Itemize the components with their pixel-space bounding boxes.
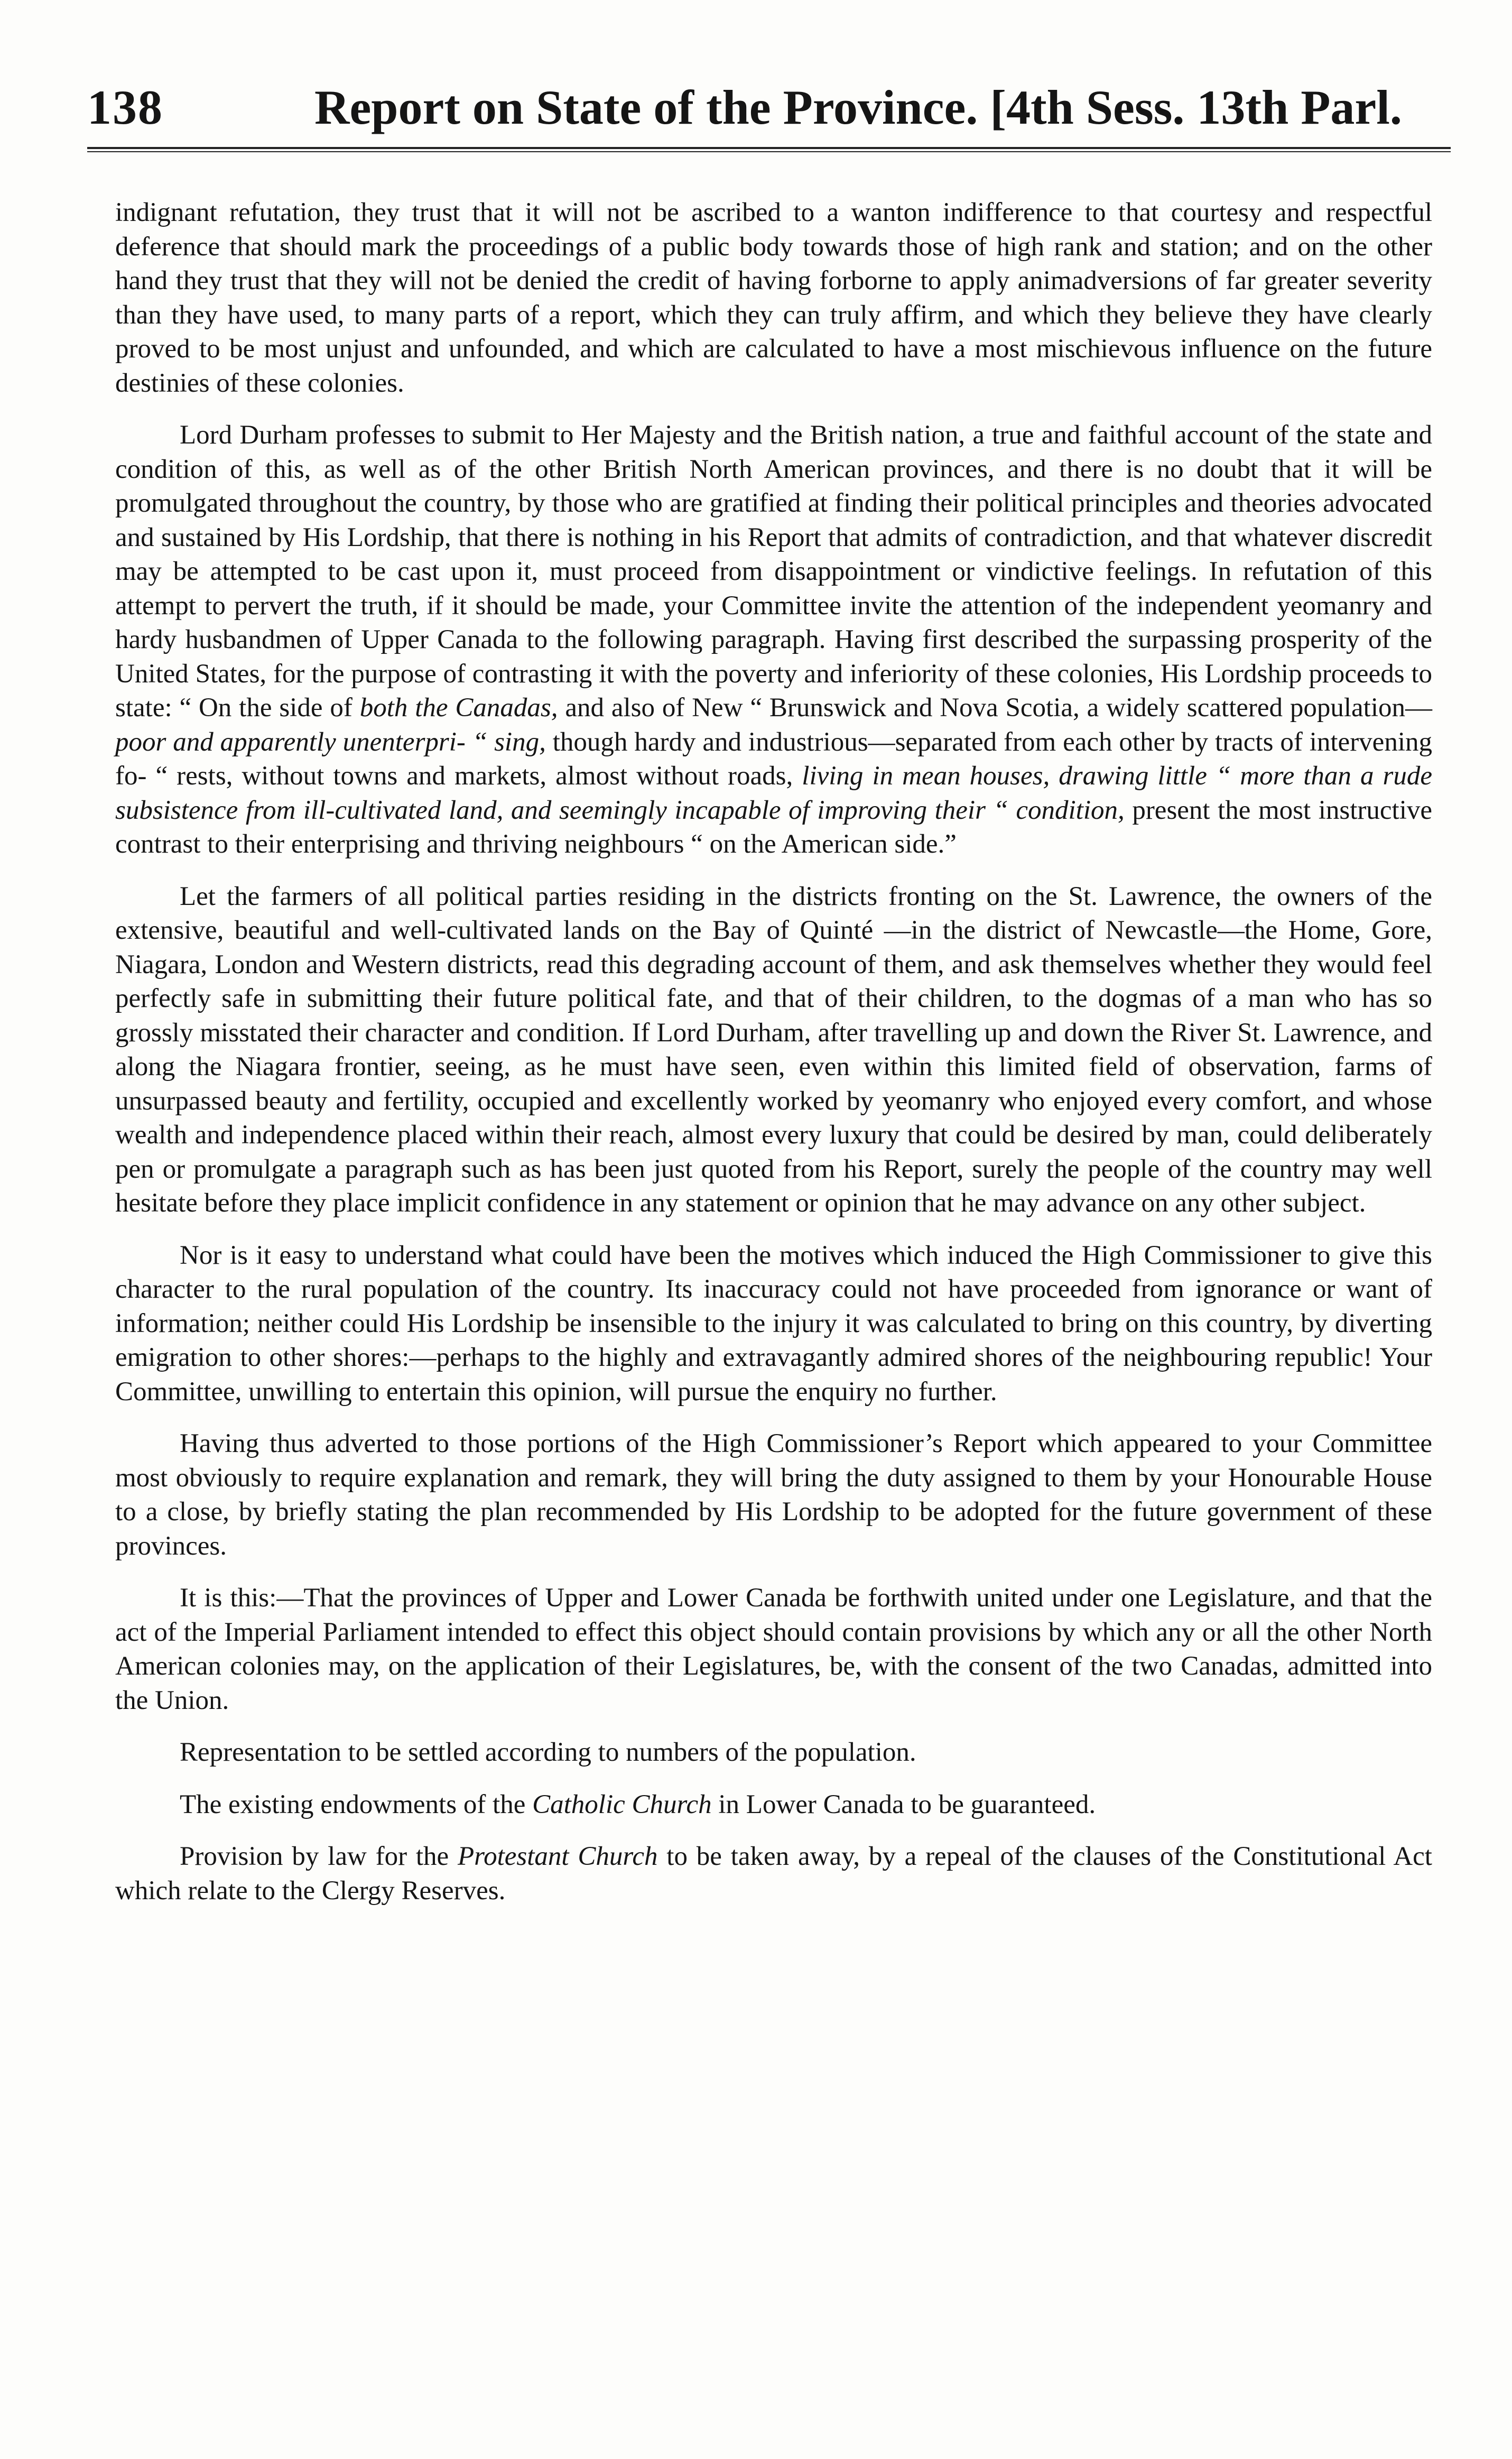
paragraph-text: Let the farmers of all political parties residing in the districts fronting on the St. Lawrence, the owners of the extensive, beautiful and well-cultivated lands on the Bay of Quinté —in the district of Newcastle—the Home, Gore, Niagara, London and Western districts, read this degrading account of them, and ask themselves whether they would feel perfectly safe in submitting their future political fate, and that of their children, to the dogmas of a man who has so grossly misstated their character and condition. If Lord Durham, after travelling up and down the River St. Lawrence, and along the Niagara frontier, seeing, as he must have seen, even within this limited field of observation, farms of unsurpassed beauty and fertility, occupied and excellently worked by yeomanry who enjoyed every comfort, and whose wealth and independence placed within their reach, almost every luxury that could be desired by man, could deliberately pen or promulgate a paragraph such as has been just quoted from his Report, surely the people of the country may well hesitate before they place implicit confidence in any statement or opinion that he may advance on any other subject. <box>115 881 1432 1218</box>
paragraph-durham-account <box>115 418 1432 862</box>
page-number: 138 <box>87 80 163 134</box>
italic-quote: living in mean houses, drawing little “ more than a rude subsistence from ill-cultivated land, and seemingly incapable of improving their “ condition, <box>115 761 1432 825</box>
report-body <box>115 196 1432 1908</box>
header-rule-thick <box>87 147 1451 149</box>
header-rule-thin <box>87 151 1451 152</box>
paragraph-union <box>115 1581 1432 1717</box>
paragraph-protestant-church <box>115 1839 1432 1908</box>
paragraph-text: and also of New “ Brunswick and Nova Scotia, a widely scattered population— <box>558 693 1432 723</box>
paragraph-text: in Lower Canada to be guaranteed. <box>711 1789 1096 1819</box>
paragraph-continuation <box>115 196 1432 400</box>
paragraph-text: indignant refutation, they trust that it will not be ascribed to a wanton indifference to that courtesy and respectful deference that should mark the proceedings of a public body towards those of high rank and station; and on the other hand they trust that they will not be denied the credit of having forborne to apply animadversions of far greater severity than they have used, to many parts of a report, which they can truly affirm, and which they believe they have clearly proved to be most unjust and unfounded, and which are calculated to have a most mischievous influence on the future destinies of these colonies. <box>115 198 1432 398</box>
paragraph-text: The existing endowments of the <box>180 1789 533 1819</box>
page-header <box>87 69 1451 137</box>
paragraph-text: Provision by law for the <box>180 1842 458 1871</box>
paragraph-text: Representation to be settled according to numbers of the population. <box>180 1737 916 1767</box>
paragraph-representation <box>115 1735 1432 1770</box>
paragraph-farmers <box>115 880 1432 1221</box>
paragraph-text: Having thus adverted to those portions of the High Commissioner’s Report which appeared to your Committee most obviously to require explanation and remark, they will bring the duty assigned to them by your Honourable House to a close, by briefly stating the plan recommended by His Lordship to be adopted for the future government of these provinces. <box>115 1429 1432 1561</box>
paragraph-text: Lord Durham professes to submit to Her Majesty and the British nation, a true and faithful account of the state and condition of this, as well as of the other British North American provinces, and there is no doubt that it will be promulgated throughout the country, by those who are gratified at finding their political principles and theories advocated and sustained by His Lordship, that there is nothing in his Report that admits of contradiction, and that whatever discredit may be attempted to be cast upon it, must proceed from disappointment or vindictive feelings. In refutation of this attempt to pervert the truth, if it should be made, your Committee invite the attention of the independent yeomanry and hardy husbandmen of Upper Canada to the following paragraph. Having first described the surpassing prosperity of the United States, for the purpose of contrasting it with the poverty and inferiority of these colonies, His Lordship proceeds to state: “ On the side of <box>115 420 1432 723</box>
paragraph-text: present the most instructive contrast to their enterprising and thriving neighbours “ on the American side.” <box>115 795 1433 859</box>
italic-term: Protestant Church <box>457 1842 658 1871</box>
paragraph-plan-intro <box>115 1427 1432 1563</box>
paragraph-motives <box>115 1238 1432 1409</box>
italic-quote: poor and apparently unenterpri- “ sing, <box>115 727 546 757</box>
italic-term: Catholic Church <box>532 1789 712 1819</box>
paragraph-text: to be taken away, by a repeal of the clauses of the Constitutional Act which relate to the Clergy Reserves. <box>115 1842 1432 1906</box>
paragraph-text: though hardy and industrious—separated from each other by tracts of intervening fo- “ rests, without towns and markets, almost without roads, <box>115 727 1432 791</box>
paragraph-catholic-church <box>115 1788 1432 1822</box>
running-title: Report on State of the Province. [4th Sess. 13th Parl. <box>314 80 1402 134</box>
paragraph-text: It is this:—That the provinces of Upper and Lower Canada be forthwith united under one Legislature, and that the act of the Imperial Parliament intended to effect this object should contain provisions by which any or all the other North American colonies may, on the application of their Legislatures, be, with the consent of the two Canadas, admitted into the Union. <box>115 1583 1432 1715</box>
italic-quote: both the Canadas, <box>359 693 558 723</box>
paragraph-text: Nor is it easy to understand what could have been the motives which induced the High Commissioner to give this character to the rural population of the country. Its inaccuracy could not have proceeded from ignorance or want of information; neither could His Lordship be insensible to the injury it was calculated to bring on this country, by diverting emigration to other shores:—perhaps to the highly and extravagantly admired shores of the neighbouring republic! Your Committee, unwilling to entertain this opinion, will pursue the enquiry no further. <box>115 1240 1432 1407</box>
